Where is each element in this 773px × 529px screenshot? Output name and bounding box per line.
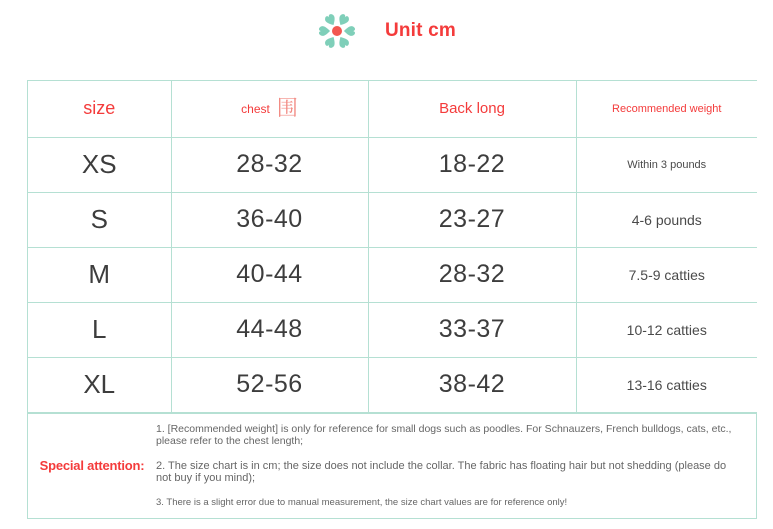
- note-item: 1. [Recommended weight] is only for reference for small dogs such as poodles. For Schnauzers, French bulldogs, cats, etc., please refer to the chest length;: [156, 423, 732, 447]
- chest-measure-stamp-icon: 围: [276, 97, 298, 121]
- size-cell: S: [28, 192, 171, 247]
- special-attention-label: Special attention:: [39, 458, 145, 473]
- weight-cell: Within 3 pounds: [576, 137, 757, 192]
- column-header-back-long: Back long: [368, 81, 576, 137]
- table-row-m: [28, 247, 757, 302]
- unit-label: Unit cm: [384, 20, 457, 41]
- table-row-s: [28, 192, 757, 247]
- special-attention-notes: [156, 414, 756, 518]
- size-cell: XL: [28, 357, 171, 412]
- back-long-cell: 18-22: [368, 137, 576, 192]
- column-header-size: size: [28, 81, 171, 137]
- size-cell: M: [28, 247, 171, 302]
- back-long-cell: 23-27: [368, 192, 576, 247]
- back-long-cell: 33-37: [368, 302, 576, 357]
- weight-cell: 13-16 catties: [576, 357, 757, 412]
- weight-cell: 7.5-9 catties: [576, 247, 757, 302]
- size-cell: XS: [28, 137, 171, 192]
- chest-cell: 28-32: [171, 137, 368, 192]
- table-row-l: [28, 302, 757, 357]
- flower-icon: [317, 10, 357, 52]
- size-table: [28, 81, 757, 413]
- back-long-cell: 28-32: [368, 247, 576, 302]
- chest-cell: 40-44: [171, 247, 368, 302]
- back-long-cell: 38-42: [368, 357, 576, 412]
- table-header-row: [28, 81, 757, 137]
- table-row-xs: [28, 137, 757, 192]
- note-item: 3. There is a slight error due to manual measurement, the size chart values are for reference only!: [156, 497, 568, 508]
- column-header-chest-label: chest: [241, 101, 270, 116]
- table-row-xl: [28, 357, 757, 412]
- chest-cell: 44-48: [171, 302, 368, 357]
- chest-cell: 36-40: [171, 192, 368, 247]
- weight-cell: 4-6 pounds: [576, 192, 757, 247]
- column-header-recommended-weight: Recommended weight: [576, 81, 757, 137]
- weight-cell: 10-12 catties: [576, 302, 757, 357]
- size-chart-box: [27, 80, 757, 519]
- page-header: [0, 6, 773, 56]
- note-item: 2. The size chart is in cm; the size does not include the collar. The fabric has floating hair but not shedding (please do not buy if you mind);: [156, 460, 727, 484]
- chest-cell: 52-56: [171, 357, 368, 412]
- special-attention-section: [28, 413, 756, 518]
- size-cell: L: [28, 302, 171, 357]
- column-header-chest: [171, 81, 368, 137]
